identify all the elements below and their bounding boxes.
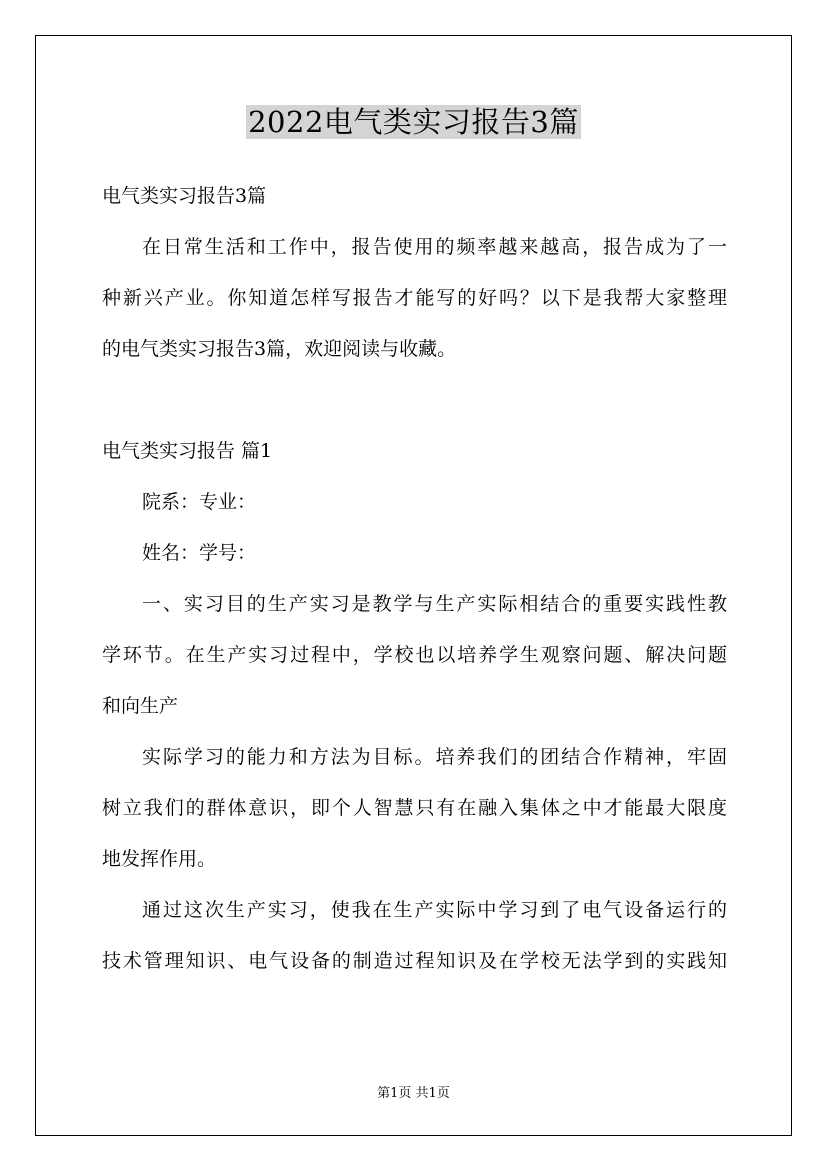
paragraph-line: 树立我们的群体意识，即个人智慧只有在融入集体之中才能最大限度	[102, 797, 727, 819]
field-department: 院系：专业：	[142, 491, 257, 513]
paragraph-line: 通过这次生产实习，使我在生产实际中学习到了电气设备运行的	[142, 899, 727, 921]
paragraph-gap	[102, 375, 727, 426]
paragraph-line: 技术管理知识、电气设备的制造过程知识及在学校无法学到的实践知	[102, 950, 727, 972]
document-body	[102, 171, 727, 987]
paragraph-line: 一、实习目的生产实习是教学与生产实际相结合的重要实践性教	[142, 593, 727, 615]
intro-line: 的电气类实习报告3篇，欢迎阅读与收藏。	[102, 338, 457, 360]
paragraph-line: 实际学习的能力和方法为目标。培养我们的团结合作精神，牢固	[142, 746, 727, 768]
intro-line: 在日常生活和工作中，报告使用的频率越来越高，报告成为了一	[142, 236, 727, 258]
section-heading: 电气类实习报告 篇1	[102, 440, 273, 462]
field-name: 姓名：学号：	[142, 542, 257, 564]
paragraph-line: 学环节。在生产实习过程中，学校也以培养学生观察问题、解决问题	[102, 644, 727, 666]
document-subtitle: 电气类实习报告3篇	[102, 185, 267, 207]
intro-line: 种新兴产业。你知道怎样写报告才能写的好吗？以下是我帮大家整理	[102, 287, 727, 309]
document-title-text: 2022电气类实习报告3篇	[248, 105, 579, 139]
page-footer: 第1页 共1页	[377, 1086, 450, 1101]
document-title	[0, 98, 827, 146]
paragraph-line: 和向生产	[102, 695, 179, 717]
paragraph-line: 地发挥作用。	[102, 848, 217, 870]
